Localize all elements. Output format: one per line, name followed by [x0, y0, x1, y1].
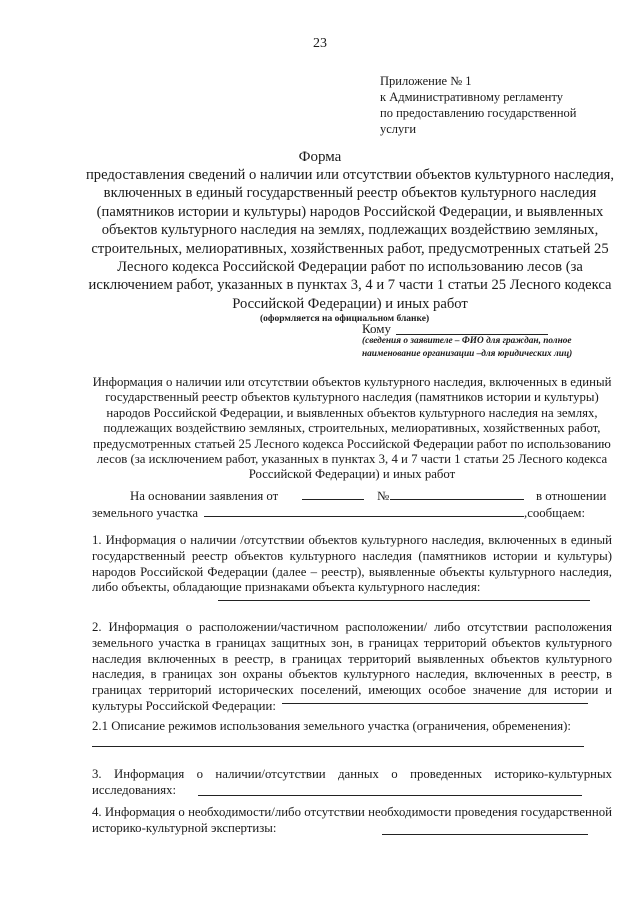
land-plot-field[interactable]: [204, 516, 524, 517]
basis-text: ,сообщаем:: [524, 506, 586, 520]
application-date-field[interactable]: [302, 499, 364, 500]
appendix-line: Приложение № 1: [380, 74, 472, 88]
page-number: 23: [313, 36, 327, 51]
item-1-field[interactable]: [218, 600, 590, 601]
item-4-field[interactable]: [382, 834, 588, 835]
item-2: 2. Информация о расположении/частичном расположении/ либо отсутствии расположения земельного участка в границах защитных зон, в границах территорий объектов культурного наследия включенных в реестр, в границах территорий выявленных объектов культурного наследия, в границах зон охраны объектов культурного наследия, включенных в реестр, в границах территорий исторических поселений, имеющих особое значение для истории и культуры Российской Федерации:: [92, 620, 612, 713]
item-4: 4. Информация о необходимости/либо отсутствии необходимости проведения государственной историко-культурной экспертизы:: [92, 805, 612, 835]
item-2-1-field[interactable]: [92, 746, 584, 747]
basis-number-sign: №: [377, 489, 390, 503]
appendix-line: по предоставлению государственной: [380, 106, 577, 120]
info-title: Информация о наличии или отсутствии объектов культурного наследия, включенных в единый государственный реестр объектов культурного наследия (памятников истории и культуры) народов Российской Федерации, и выявленных объектов культурного наследия на землях, подлежащих воздействию земляных, строительных, мелиоративных, хозяйственных работ, предусмотренных статьей 25 Лесного кодекса Российской Федерации работ по использованию лесов (за исключением работ, указанных в пунктах 3, 4 и 7 части 1 статьи 25 Лесного кодекса Российской Федерации) и иных работ: [92, 375, 612, 482]
item-2-field[interactable]: [282, 703, 588, 704]
application-number-field[interactable]: [390, 499, 524, 500]
basis-block: [92, 488, 612, 522]
item-3: 3. Информация о наличии/отсутствии данных о проведенных историко-культурных исследованиях:: [92, 767, 612, 797]
appendix-line: к Административному регламенту: [380, 90, 564, 104]
blank-note: (оформляется на официальном бланке): [260, 314, 430, 324]
appendix-line: услуги: [380, 122, 417, 136]
form-title: Форма: [298, 149, 342, 165]
recipient-note: (сведения о заявителе – ФИО для граждан, полное наименование организации –для юридических лиц): [362, 336, 573, 359]
form-subtitle: предоставления сведений о наличии или отсутствии объектов культурного наследия, включенных в единый государственный реестр объектов культурного наследия (памятников истории и культуры) народов Российской Федерации, и выявленных объектов культурного наследия на землях, подлежащих воздействию земляных, строительных, мелиоративных, хозяйственных работ, предусмотренных статьей 25 Лесного кодекса Российской Федерации работ по использованию лесов (за исключением работ, указанных в пунктах 3, 4 и 7 части 1 статьи 25 Лесного кодекса Российской Федерации) и иных работ: [85, 167, 614, 312]
item-2-1: 2.1 Описание режимов использования земельного участка (ограничения, обременения):: [92, 719, 571, 733]
basis-text: На основании заявления от: [130, 489, 279, 503]
basis-text: в отношении: [536, 489, 607, 503]
item-1: 1. Информация о наличии /отсутствии объектов культурного наследия, включенных в единый государственный реестр объектов культурного наследия (памятников истории и культуры) народов Российской Федерации (далее – реестр), выявленные объекты культурного наследия, либо объекты, обладающие признаками объекта культурного наследия:: [92, 533, 612, 595]
appendix-header: [380, 73, 620, 137]
item-3-field[interactable]: [198, 795, 582, 796]
recipient-label: Кому: [362, 321, 392, 336]
basis-text: земельного участка: [92, 506, 198, 520]
